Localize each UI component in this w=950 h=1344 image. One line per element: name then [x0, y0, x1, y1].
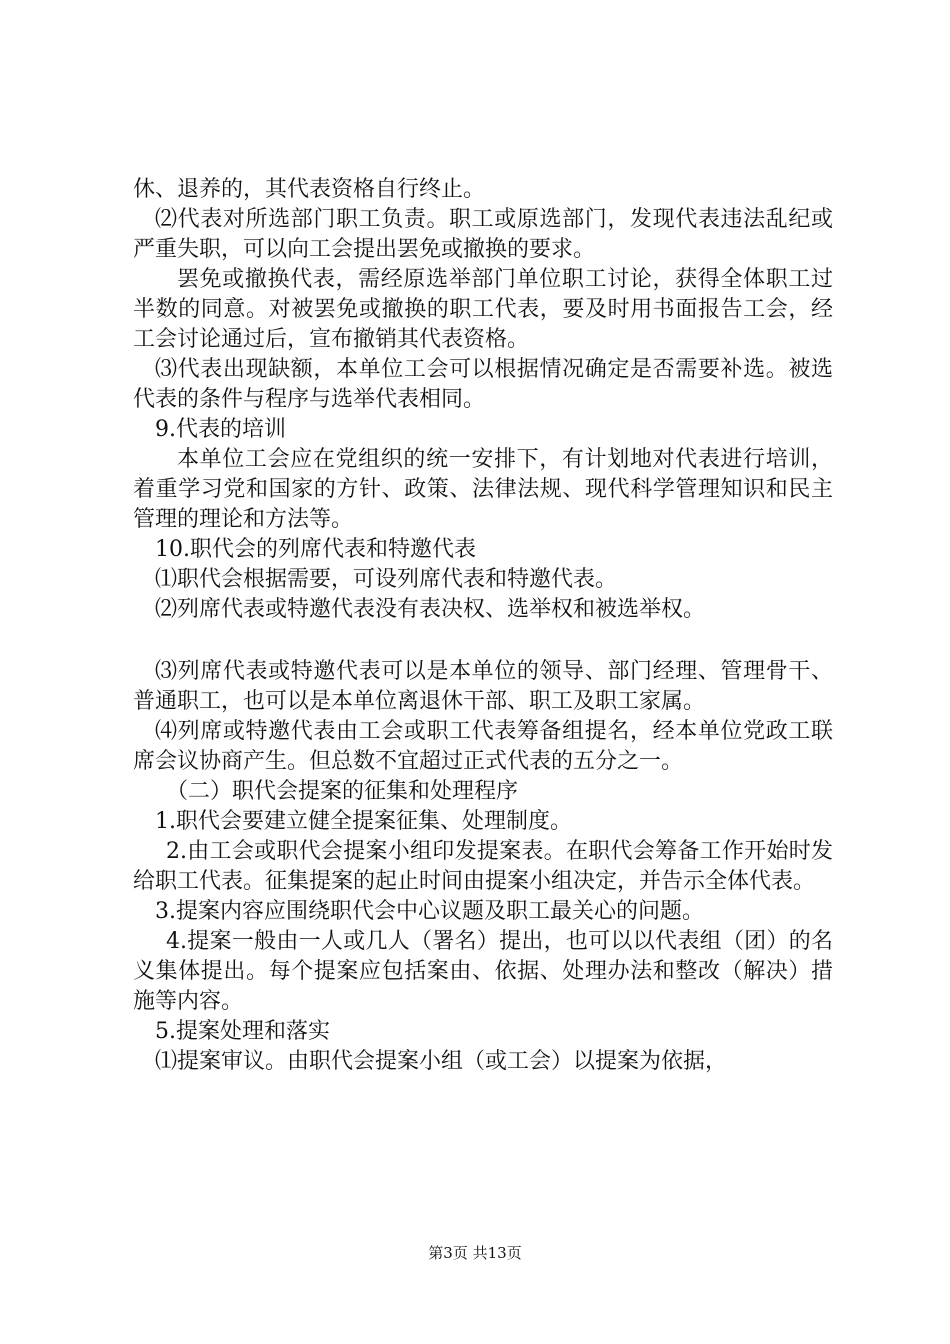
paragraph: ⑵列席代表或特邀代表没有表决权、选举权和被选举权。	[155, 597, 706, 622]
paragraph: ⑶列席代表或特邀代表可以是本单位的领导、部门经理、管理骨干、普通职工，也可以是本单位离退休干部、职工及职工家属。	[133, 659, 833, 714]
document-body	[133, 175, 833, 1077]
paragraph: ⑶代表出现缺额，本单位工会可以根据情况确定是否需要补选。被选代表的条件与程序与选举代表相同。	[133, 357, 833, 412]
paragraph-spacer	[133, 625, 833, 657]
paragraph: 10.职代会的列席代表和特邀代表	[155, 537, 476, 562]
page-footer: 第3页 共13页	[428, 1244, 522, 1262]
paragraph: 4.提案一般由一人或几人（署名）提出，也可以以代表组（团）的名义集体提出。每个提案应包括案由、依据、处理办法和整改（解决）措施等内容。	[133, 929, 833, 1014]
paragraph: 休、退养的，其代表资格自行终止。	[133, 177, 486, 202]
paragraph: 2.由工会或职代会提案小组印发提案表。在职代会筹备工作开始时发给职工代表。征集提案的起止时间由提案小组决定，并告示全体代表。	[133, 839, 833, 894]
paragraph: ⑵代表对所选部门职工负责。职工或原选部门，发现代表违法乱纪或严重失职，可以向工会提出罢免或撤换的要求。	[133, 207, 833, 262]
paragraph: 5.提案处理和落实	[155, 1019, 330, 1044]
paragraph: 9.代表的培训	[155, 417, 286, 442]
paragraph: ⑴职代会根据需要，可设列席代表和特邀代表。	[155, 567, 618, 592]
paragraph: 1.职代会要建立健全提案征集、处理制度。	[155, 809, 572, 834]
paragraph: 3.提案内容应围绕职代会中心议题及职工最关心的问题。	[155, 899, 704, 924]
paragraph: ⑴提案审议。由职代会提案小组（或工会）以提案为依据，	[155, 1049, 728, 1074]
paragraph: 罢免或撤换代表，需经原选举部门单位职工讨论，获得全体职工过半数的同意。对被罢免或撤换的职工代表，要及时用书面报告工会，经工会讨论通过后，宣布撤销其代表资格。	[133, 267, 833, 352]
paragraph: ⑷列席或特邀代表由工会或职工代表筹备组提名，经本单位党政工联席会议协商产生。但总数不宜超过正式代表的五分之一。	[133, 719, 833, 774]
paragraph: 本单位工会应在党组织的统一安排下，有计划地对代表进行培训，着重学习党和国家的方针、政策、法律法规、现代科学管理知识和民主管理的理论和方法等。	[133, 447, 833, 532]
paragraph: （二）职代会提案的征集和处理程序	[166, 779, 519, 804]
